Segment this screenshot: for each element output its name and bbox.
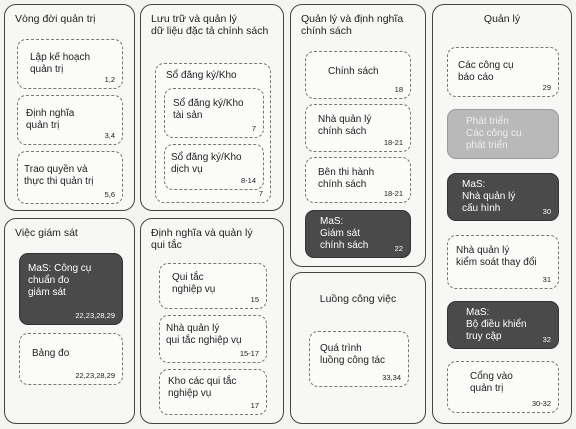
box-label: Sổ đăng ký/Kho tài sản [173,98,244,121]
box-label: Sổ đăng ký/Kho dịch vụ [171,152,242,175]
panel-title: Lưu trữ và quản lý dữ liệu đặc tả chính sách [151,13,269,37]
box-label: Qui tắc nghiệp vụ [172,272,216,295]
box-policy-manager [305,104,411,152]
panel-title: Việc giám sát [15,227,78,239]
box-number: 15 [250,295,259,304]
box-number: 7 [258,189,263,198]
box-dashboard [19,333,123,385]
box-label: Trao quyền và thực thi quản trị [24,164,94,187]
box-label: MaS: Công cụ chuẩn đo giám sát [28,263,92,298]
box-number: 33,34 [382,373,401,382]
box-number: 30-32 [531,399,551,408]
box-number: 18 [394,85,403,94]
box-registry-repository [155,63,271,203]
panel-monitoring [4,218,135,424]
box-number: 30 [542,207,551,216]
box-label: Chính sách [328,66,379,77]
box-label: Các công cụ báo cáo [458,60,514,83]
box-number: 7 [251,124,256,133]
box-define-governance [17,95,123,145]
box-number: 1,2 [104,75,115,84]
box-label: Bảng đo [32,348,70,359]
box-label: Kho các qui tắc nghiệp vụ [168,376,237,399]
box-number: 22 [394,244,403,253]
box-plan-governance [17,39,123,89]
box-label: MaS: Nhà quản lý cấu hình [462,179,516,214]
box-label: MaS: Giám sát chính sách [320,216,369,251]
panel-workflow [290,272,426,424]
box-business-rules [159,263,267,309]
box-business-rules-repository [159,369,267,415]
box-number: 31 [542,275,551,284]
box-policy-monitoring [305,210,411,258]
box-label: Phát triển Các công cụ phát triển [466,116,522,151]
panel-lifecycle [4,4,135,211]
box-policy [305,51,411,99]
box-number: 5,6 [104,190,115,199]
panel-title: Quản lý [483,13,521,25]
panel-title: Định nghĩa và quản lý qui tắc [151,227,253,251]
box-label: Bên thi hành chính sách [318,167,375,190]
box-label: Nhà quản lý chính sách [318,114,372,137]
box-label: Nhà quản lý qui tắc nghiệp vụ [166,323,242,346]
box-reporting-tools [447,47,559,97]
box-development-tools [447,109,559,159]
box-number: 29 [542,83,551,92]
panel-storage [140,4,284,211]
box-access-controller [447,301,559,349]
panel-title: Vòng đời quản trị [15,13,96,25]
box-governance-portal [447,361,559,413]
box-number: 8-14 [240,176,256,185]
box-label: Quá trình luồng công tác [320,343,386,366]
box-number: 22,23,28,29 [75,311,115,320]
box-label: Sổ đăng ký/Kho [166,70,237,81]
box-label: Lập kế hoạch quản trị [30,52,91,75]
panel-title: Luồng công việc [319,293,397,305]
box-label: Nhà quản lý kiểm soát thay đổi [456,245,537,268]
box-number: 15-17 [239,349,259,358]
box-number: 18-21 [383,138,403,147]
box-business-rules-manager [159,315,267,363]
box-change-control-manager [447,235,559,289]
box-label: MaS: Bộ điều khiển truy cập [466,307,527,342]
box-label: Cổng vào quản trị [470,371,513,394]
panel-rules [140,218,284,424]
box-label: Định nghĩa quản trị [26,108,75,131]
box-number: 17 [250,401,259,410]
panel-policy [290,4,426,267]
box-enable-governance [17,151,123,204]
box-number: 32 [542,335,551,344]
box-service-registry [164,144,264,190]
panel-title: Quản lý và định nghĩa chính sách [301,13,404,37]
box-number: 3,4 [104,131,115,140]
box-number: 18-21 [383,189,403,198]
box-configuration-manager [447,173,559,221]
box-workflow-process [309,331,409,387]
box-monitoring-tools [19,253,123,325]
box-asset-registry [164,88,264,138]
box-policy-enforcer [305,157,411,203]
box-number: 22,23,28,29 [75,371,115,380]
panel-management [432,4,572,424]
